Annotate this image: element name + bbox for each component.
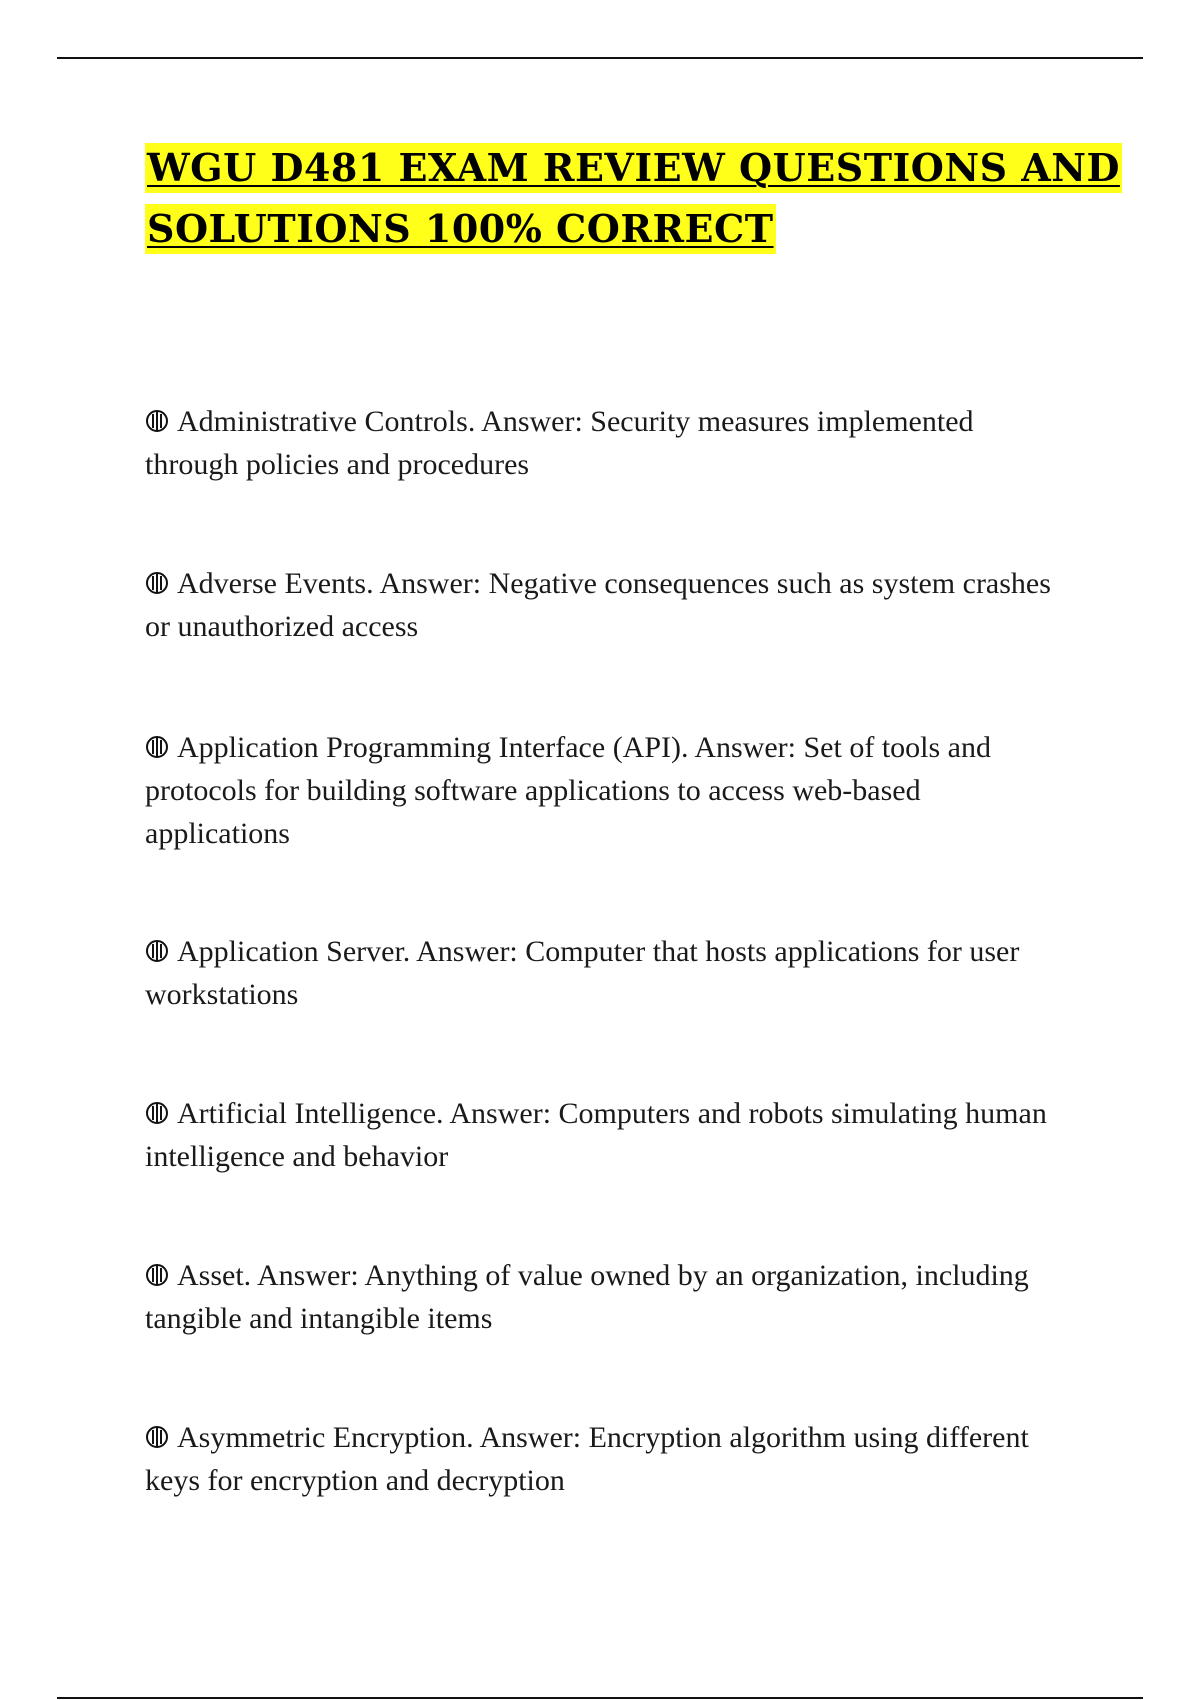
qa-entry-text: Asymmetric Encryption. Answer: Encryption algorithm using different keys for encryption and decryption <box>145 1421 1029 1497</box>
qa-entry <box>145 400 1065 486</box>
top-rule <box>57 57 1143 59</box>
circle-bullet-icon <box>145 1425 169 1449</box>
circle-bullet-icon <box>145 939 169 963</box>
circle-bullet-icon <box>145 571 169 595</box>
qa-entry-text: Administrative Controls. Answer: Security measures implemented through policies and procedures <box>145 405 974 481</box>
circle-bullet-icon <box>145 1263 169 1287</box>
qa-entry <box>145 1092 1065 1178</box>
circle-bullet-icon <box>145 735 169 759</box>
title-line-1: WGU D481 EXAM REVIEW QUESTIONS AND <box>145 143 1122 193</box>
qa-entry <box>145 562 1065 648</box>
qa-entry <box>145 930 1065 1016</box>
document-title <box>145 143 1120 265</box>
qa-entry <box>145 726 1065 855</box>
circle-bullet-icon <box>145 1101 169 1125</box>
qa-entry-text: Artificial Intelligence. Answer: Computers and robots simulating human intelligence and behavior <box>145 1097 1047 1173</box>
qa-entry-text: Application Server. Answer: Computer that hosts applications for user workstations <box>145 935 1020 1011</box>
qa-entry <box>145 1254 1065 1340</box>
qa-entry-text: Application Programming Interface (API). Answer: Set of tools and protocols for building software applications to access web-based applications <box>145 731 991 850</box>
title-line-2: SOLUTIONS 100% CORRECT <box>145 204 776 254</box>
qa-entry-text: Adverse Events. Answer: Negative consequences such as system crashes or unauthorized access <box>145 567 1051 643</box>
qa-entry-text: Asset. Answer: Anything of value owned by an organization, including tangible and intangible items <box>145 1259 1029 1335</box>
circle-bullet-icon <box>145 409 169 433</box>
bottom-rule <box>57 1697 1143 1699</box>
qa-entry <box>145 1416 1065 1502</box>
